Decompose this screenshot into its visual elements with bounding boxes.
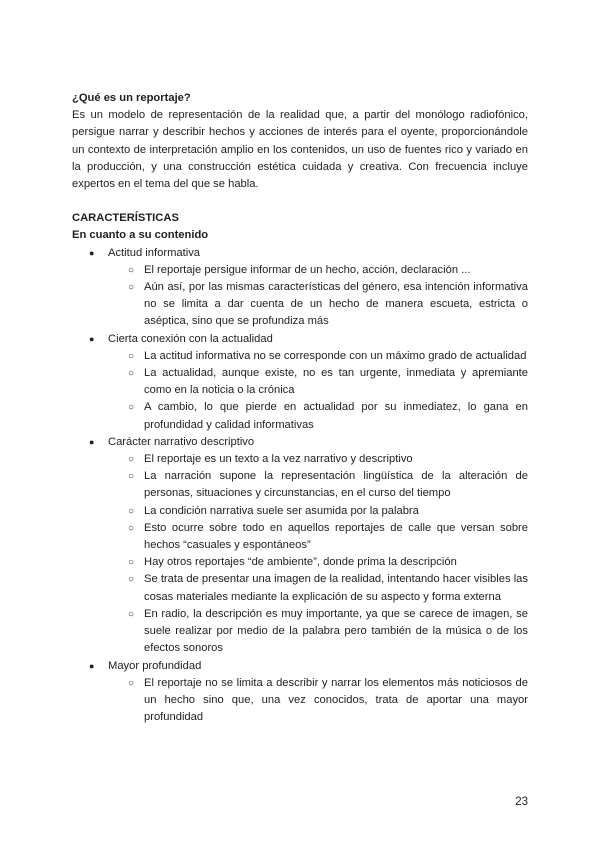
circle-bullet-icon: ○ [128,677,135,689]
sub-list-item-text: Hay otros reportajes “de ambiente”, donde prima la descripción [144,556,457,569]
list-item [72,331,528,348]
sub-list-item-text: La actitud informativa no se corresponde con un máximo grado de actualidad [144,349,527,362]
list-item [72,245,528,262]
list-item-label: Carácter narrativo descriptivo [108,435,255,448]
sub-list-item [72,571,528,605]
bullet-icon: ● [89,333,95,344]
sub-list-item-text: El reportaje es un texto a la vez narrativo y descriptivo [144,453,413,466]
bullet-icon: ● [89,660,95,671]
sub-list-item-text: En radio, la descripción es muy importante, ya que se carece de imagen, se suele realizar por medio de la palabra pero también de la música o de los efectos sonoros [144,607,528,655]
circle-bullet-icon: ○ [128,402,135,414]
circle-bullet-icon: ○ [128,264,135,276]
sub-list-item [72,503,528,520]
sub-list-item [72,554,528,571]
bullet-icon: ● [89,436,95,447]
circle-bullet-icon: ○ [128,557,135,569]
characteristics-list [72,245,528,727]
sub-list-item-text: Se trata de presentar una imagen de la realidad, intentando hacer visibles las cosas materiales mediante la explicación de su aspecto y forma externa [144,573,528,603]
sub-list-item [72,675,528,727]
intro-paragraph: Es un modelo de representación de la realidad que, a partir del monólogo radiofónico, persigue narrar y describir hechos y acciones de interés para el oyente, proporcionándole un contexto de interpretación amplio en los contenidos, un uso de fuentes rico y variado en la producción, y una construcción estética cuidada y creativa. Con frecuencia incluye expertos en el tema del que se habla. [72,109,528,191]
circle-bullet-icon: ○ [128,574,135,586]
sub-list-item-text: Aún así, por las mismas características del género, esa intención informativa no se limita a dar cuenta de un hecho de manera escueta, estricta o aséptica, sino que se profundiza más [144,281,528,328]
list-item [72,434,528,451]
sub-list-item-text: El reportaje persigue informar de un hecho, acción, declaración ... [144,263,471,276]
circle-bullet-icon: ○ [128,522,135,534]
sub-list-item [72,520,528,554]
circle-bullet-icon: ○ [128,608,135,620]
sub-list-item [72,468,528,502]
document-body [72,90,528,726]
sub-list-item-text: A cambio, lo que pierde en actualidad por su inmediatez, lo gana en profundidad y calidad informativas [144,401,528,431]
sub-list-item [72,399,528,433]
circle-bullet-icon: ○ [128,471,135,483]
sub-list-item-text: Esto ocurre sobre todo en aquellos reportajes de calle que versan sobre hechos “casuales y espontáneos” [144,521,528,552]
list-item-label: Mayor profundidad [108,659,202,672]
list-item [72,658,528,675]
section-subtitle: En cuanto a su contenido [72,229,209,242]
circle-bullet-icon: ○ [128,350,135,362]
circle-bullet-icon: ○ [128,368,135,380]
list-item-label: Actitud informativa [108,246,201,259]
list-item-label: Cierta conexión con la actualidad [108,332,273,345]
sub-list-item-text: El reportaje no se limita a describir y narrar los elementos más noticiosos de un hecho sino que, una vez conocidos, trata de aportar una mayor profundidad [144,676,528,724]
sub-list-item-text: La condición narrativa suele ser asumida por la palabra [144,504,419,517]
sub-list-item [72,262,528,279]
sub-list-item [72,606,528,658]
page-number: 23 [515,796,528,808]
circle-bullet-icon: ○ [128,454,135,466]
sub-list-item [72,279,528,331]
intro-question: ¿Qué es un reportaje? [72,92,191,104]
sub-list-item-text: La narración supone la representación lingüística de la alteración de personas, situaciones y circunstancias, en el curso del tiempo [144,470,528,500]
section-title: CARACTERÍSTICAS [72,212,179,225]
bullet-icon: ● [89,247,95,258]
sub-list-item [72,365,528,399]
circle-bullet-icon: ○ [128,282,135,294]
sub-list-item [72,451,528,468]
sub-list-item-text: La actualidad, aunque existe, no es tan urgente, inmediata y apremiante como en la noticia o la crónica [144,367,528,397]
sub-list-item [72,348,528,365]
circle-bullet-icon: ○ [128,505,135,517]
